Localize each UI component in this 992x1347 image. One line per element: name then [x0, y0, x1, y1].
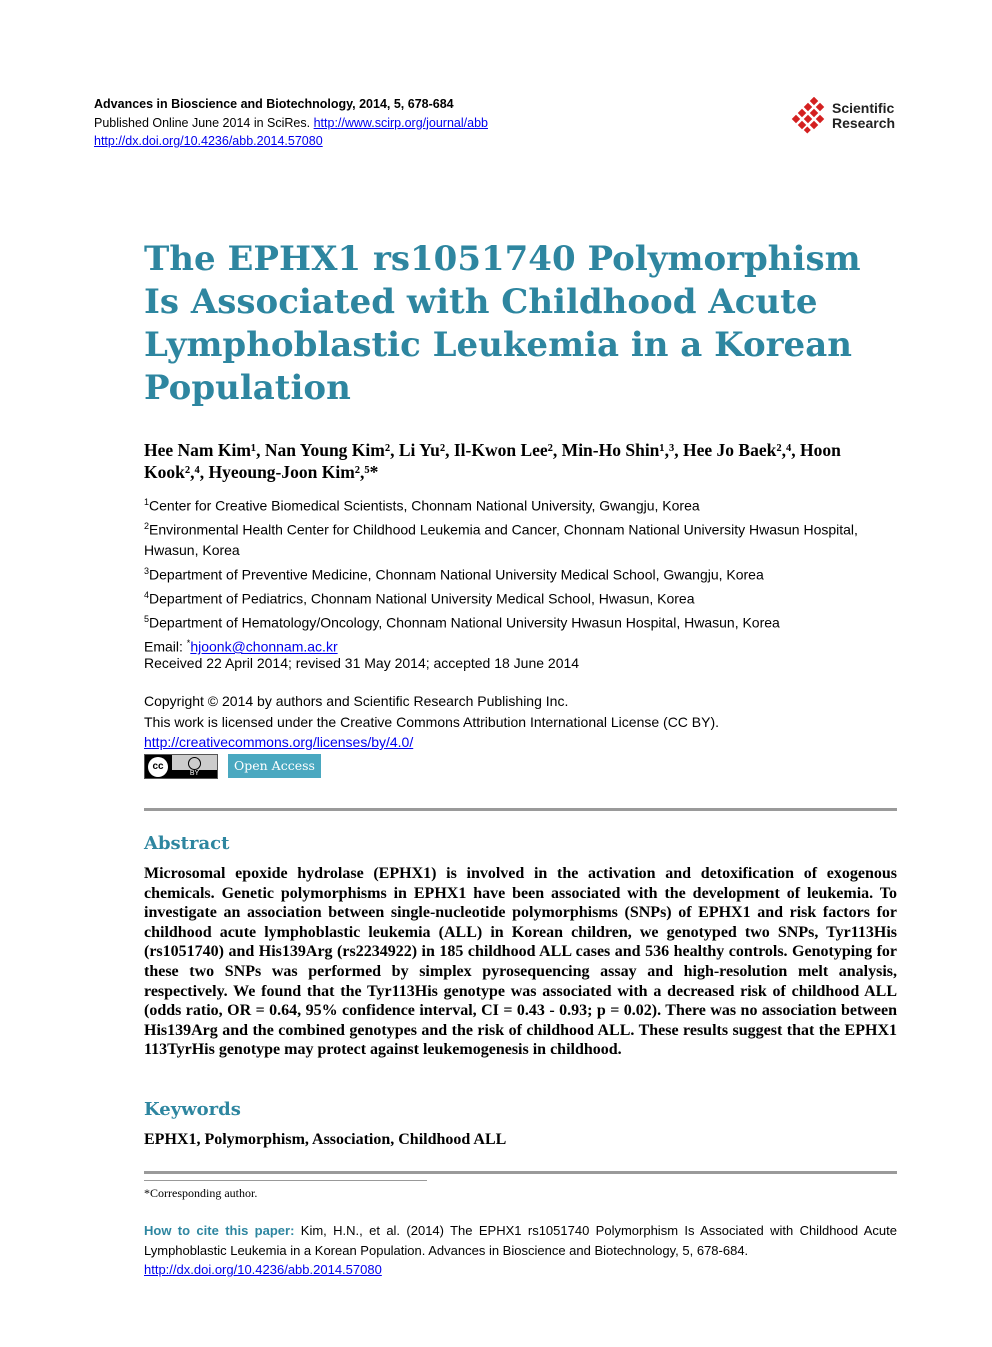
email-line: Email: *hjoonk@chonnam.ac.kr — [144, 638, 338, 655]
affiliation: $^3$Department of Preventive Medicine, Chonnam National University Medical School, Gwangju, Korea — [144, 565, 764, 583]
received-dates: Received 22 April 2014; revised 31 May 2014; accepted 18 June 2014 — [144, 655, 580, 671]
open-access-badge: Open Access — [228, 754, 321, 778]
published-note: Published Online June 2014 in SciRes. — [94, 115, 311, 130]
journal-citation: Advances in Bioscience and Biotechnology, 2014, 5, 678-684 — [94, 97, 454, 111]
divider — [144, 1171, 897, 1174]
journal-header — [94, 95, 488, 151]
citation-label: How to cite this paper: — [144, 1223, 295, 1238]
divider — [144, 808, 897, 811]
citation-text: Kim, H.N., et al. (2014) The EPHX1 rs1051740 Polymorphism Is Associated with Childhood Acute Lymphoblastic Leukemia in a Korean Population. Advances in Bioscience and Biotechnology, 5, 678-684. — [144, 1223, 897, 1258]
doi-link[interactable]: http://dx.doi.org/10.4236/abb.2014.57080 — [94, 134, 323, 148]
paper-title: The EPHX1 rs1051740 Polymorphism Is Associated with Childhood Acute Lymphoblastic Leukemia in a Korean Population — [144, 239, 861, 408]
cc-by-badge[interactable]: cc BY — [144, 754, 218, 779]
affiliation: $^4$Department of Pediatrics, Chonnam National University Medical School, Hwasun, Korea — [144, 589, 695, 607]
logo-line2: Research — [832, 115, 896, 131]
person-icon — [188, 757, 201, 770]
citation-block — [144, 1221, 897, 1280]
affiliation: $^2$Environmental Health Center for Childhood Leukemia and Cancer, Chonnam National University Hwasun Hospital, Hwasun, Korea — [144, 521, 858, 559]
copyright-line: Copyright © 2014 by authors and Scientific Research Publishing Inc. — [144, 693, 569, 709]
cc-icon: cc — [148, 757, 168, 777]
license-link[interactable]: http://creativecommons.org/licenses/by/4.0/ — [144, 734, 414, 750]
keywords-heading: Keywords — [144, 1099, 241, 1120]
affiliation: $^1$Center for Creative Biomedical Scientists, Chonnam National University, Gwangju, Korea — [144, 497, 700, 514]
copyright-block — [144, 691, 897, 753]
keywords-text: EPHX1, Polymorphism, Association, Childhood ALL — [144, 1131, 507, 1148]
logo-line1: Scientific — [832, 100, 895, 116]
email-link[interactable]: hjoonk@chonnam.ac.kr — [190, 638, 338, 655]
footnote: *Corresponding author. — [144, 1180, 427, 1201]
journal-link[interactable]: http://www.scirp.org/journal/abb — [313, 115, 488, 130]
abstract-heading: Abstract — [144, 833, 230, 854]
badges — [144, 754, 897, 779]
scientific-research-logo — [790, 97, 895, 135]
affiliation: $^5$Department of Hematology/Oncology, Chonnam National University Hwasun Hospital, Hwasun, Korea — [144, 614, 780, 631]
logo-diamonds-icon — [790, 97, 828, 135]
citation-doi-link[interactable]: http://dx.doi.org/10.4236/abb.2014.57080 — [144, 1262, 382, 1277]
abstract-text: Microsomal epoxide hydrolase (EPHX1) is involved in the activation and detoxification of exogenous chemicals. Genetic polymorphisms in EPHX1 have been associated with the development of leukemia. To investigate an association between single-nucleotide polymorphisms (SNPs) of EPHX1 and risk factors for childhood acute lymphoblastic leukemia (ALL) in Korean children, we genotyped two SNPs, Tyr113His (rs1051740) and His139Arg (rs2234922) in 185 childhood ALL cases and 536 healthy controls. Genotyping for these two SNPs was performed by simplex pyrosequencing assay and high-resolution melt analysis, respectively. We found that the Tyr113His genotype was associated with a decreased risk of childhood ALL (odds ratio, OR = 0.64, 95% confidence interval, CI = 0.43 - 0.93; p = 0.02). There was no association between His139Arg and the combined genotypes and the risk of childhood ALL. These results suggest that the EPHX1 113TyrHis genotype may protect against leukemogenesis in childhood. — [144, 865, 897, 1059]
author-list: Hee Nam Kim¹, Nan Young Kim², Li Yu², Il-Kwon Lee², Min-Ho Shin¹,³, Hee Jo Baek²,⁴, Hoon Kook²,⁴, Hyeoung-Joon Kim²,⁵* — [144, 440, 841, 482]
affiliations — [144, 492, 897, 657]
license-line: This work is licensed under the Creative Commons Attribution International License (CC BY). — [144, 713, 720, 730]
